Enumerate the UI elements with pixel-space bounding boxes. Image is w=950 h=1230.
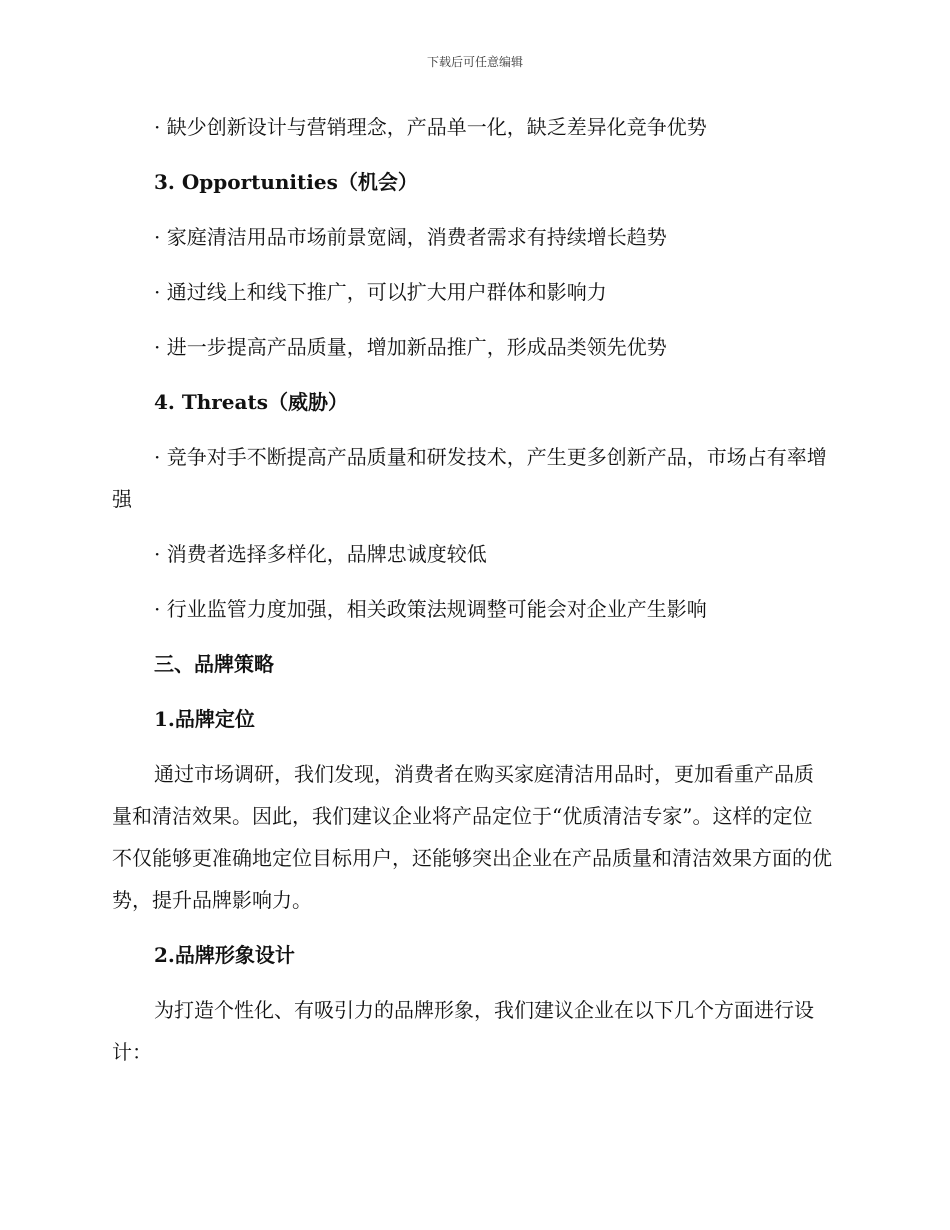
bullet-paragraph: · 消费者选择多样化，品牌忠诚度较低 (154, 542, 487, 566)
section-heading: 4. Threats（威胁） (154, 390, 348, 414)
bullet-paragraph: · 缺少创新设计与营销理念，产品单一化，缺乏差异化竞争优势 (154, 115, 707, 139)
subsection-heading: 2.品牌形象设计 (154, 943, 295, 967)
bullet-paragraph: · 行业监管力度加强，相关政策法规调整可能会对企业产生影响 (154, 597, 707, 621)
bullet-paragraph: · 家庭清洁用品市场前景宽阔，消费者需求有持续增长趋势 (154, 225, 667, 249)
page-header: 下载后可任意编辑 (426, 55, 523, 69)
chapter-heading: 三、品牌策略 (154, 652, 274, 676)
bullet-paragraph: · 竞争对手不断提高产品质量和研发技术，产生更多创新产品，市场占有率增强 (112, 445, 827, 511)
body-paragraph: 通过市场调研，我们发现，消费者在购买家庭清洁用品时，更加看重产品质量和清洁效果。因此，我们建议企业将产品定位于“优质清洁专家”。这样的定位不仅能够更准确地定位目标用户，还能够突出企业在产品质量和清洁效果方面的优势，提升品牌影响力。 (112, 762, 832, 912)
subsection-heading: 1.品牌定位 (154, 707, 255, 731)
bullet-paragraph: · 通过线上和线下推广，可以扩大用户群体和影响力 (154, 280, 607, 304)
body-paragraph: 为打造个性化、有吸引力的品牌形象，我们建议企业在以下几个方面进行设计： (112, 998, 814, 1064)
document-body (112, 106, 832, 1086)
bullet-paragraph: · 进一步提高产品质量，增加新品推广，形成品类领先优势 (154, 335, 667, 359)
section-heading: 3. Opportunities（机会） (154, 170, 418, 194)
